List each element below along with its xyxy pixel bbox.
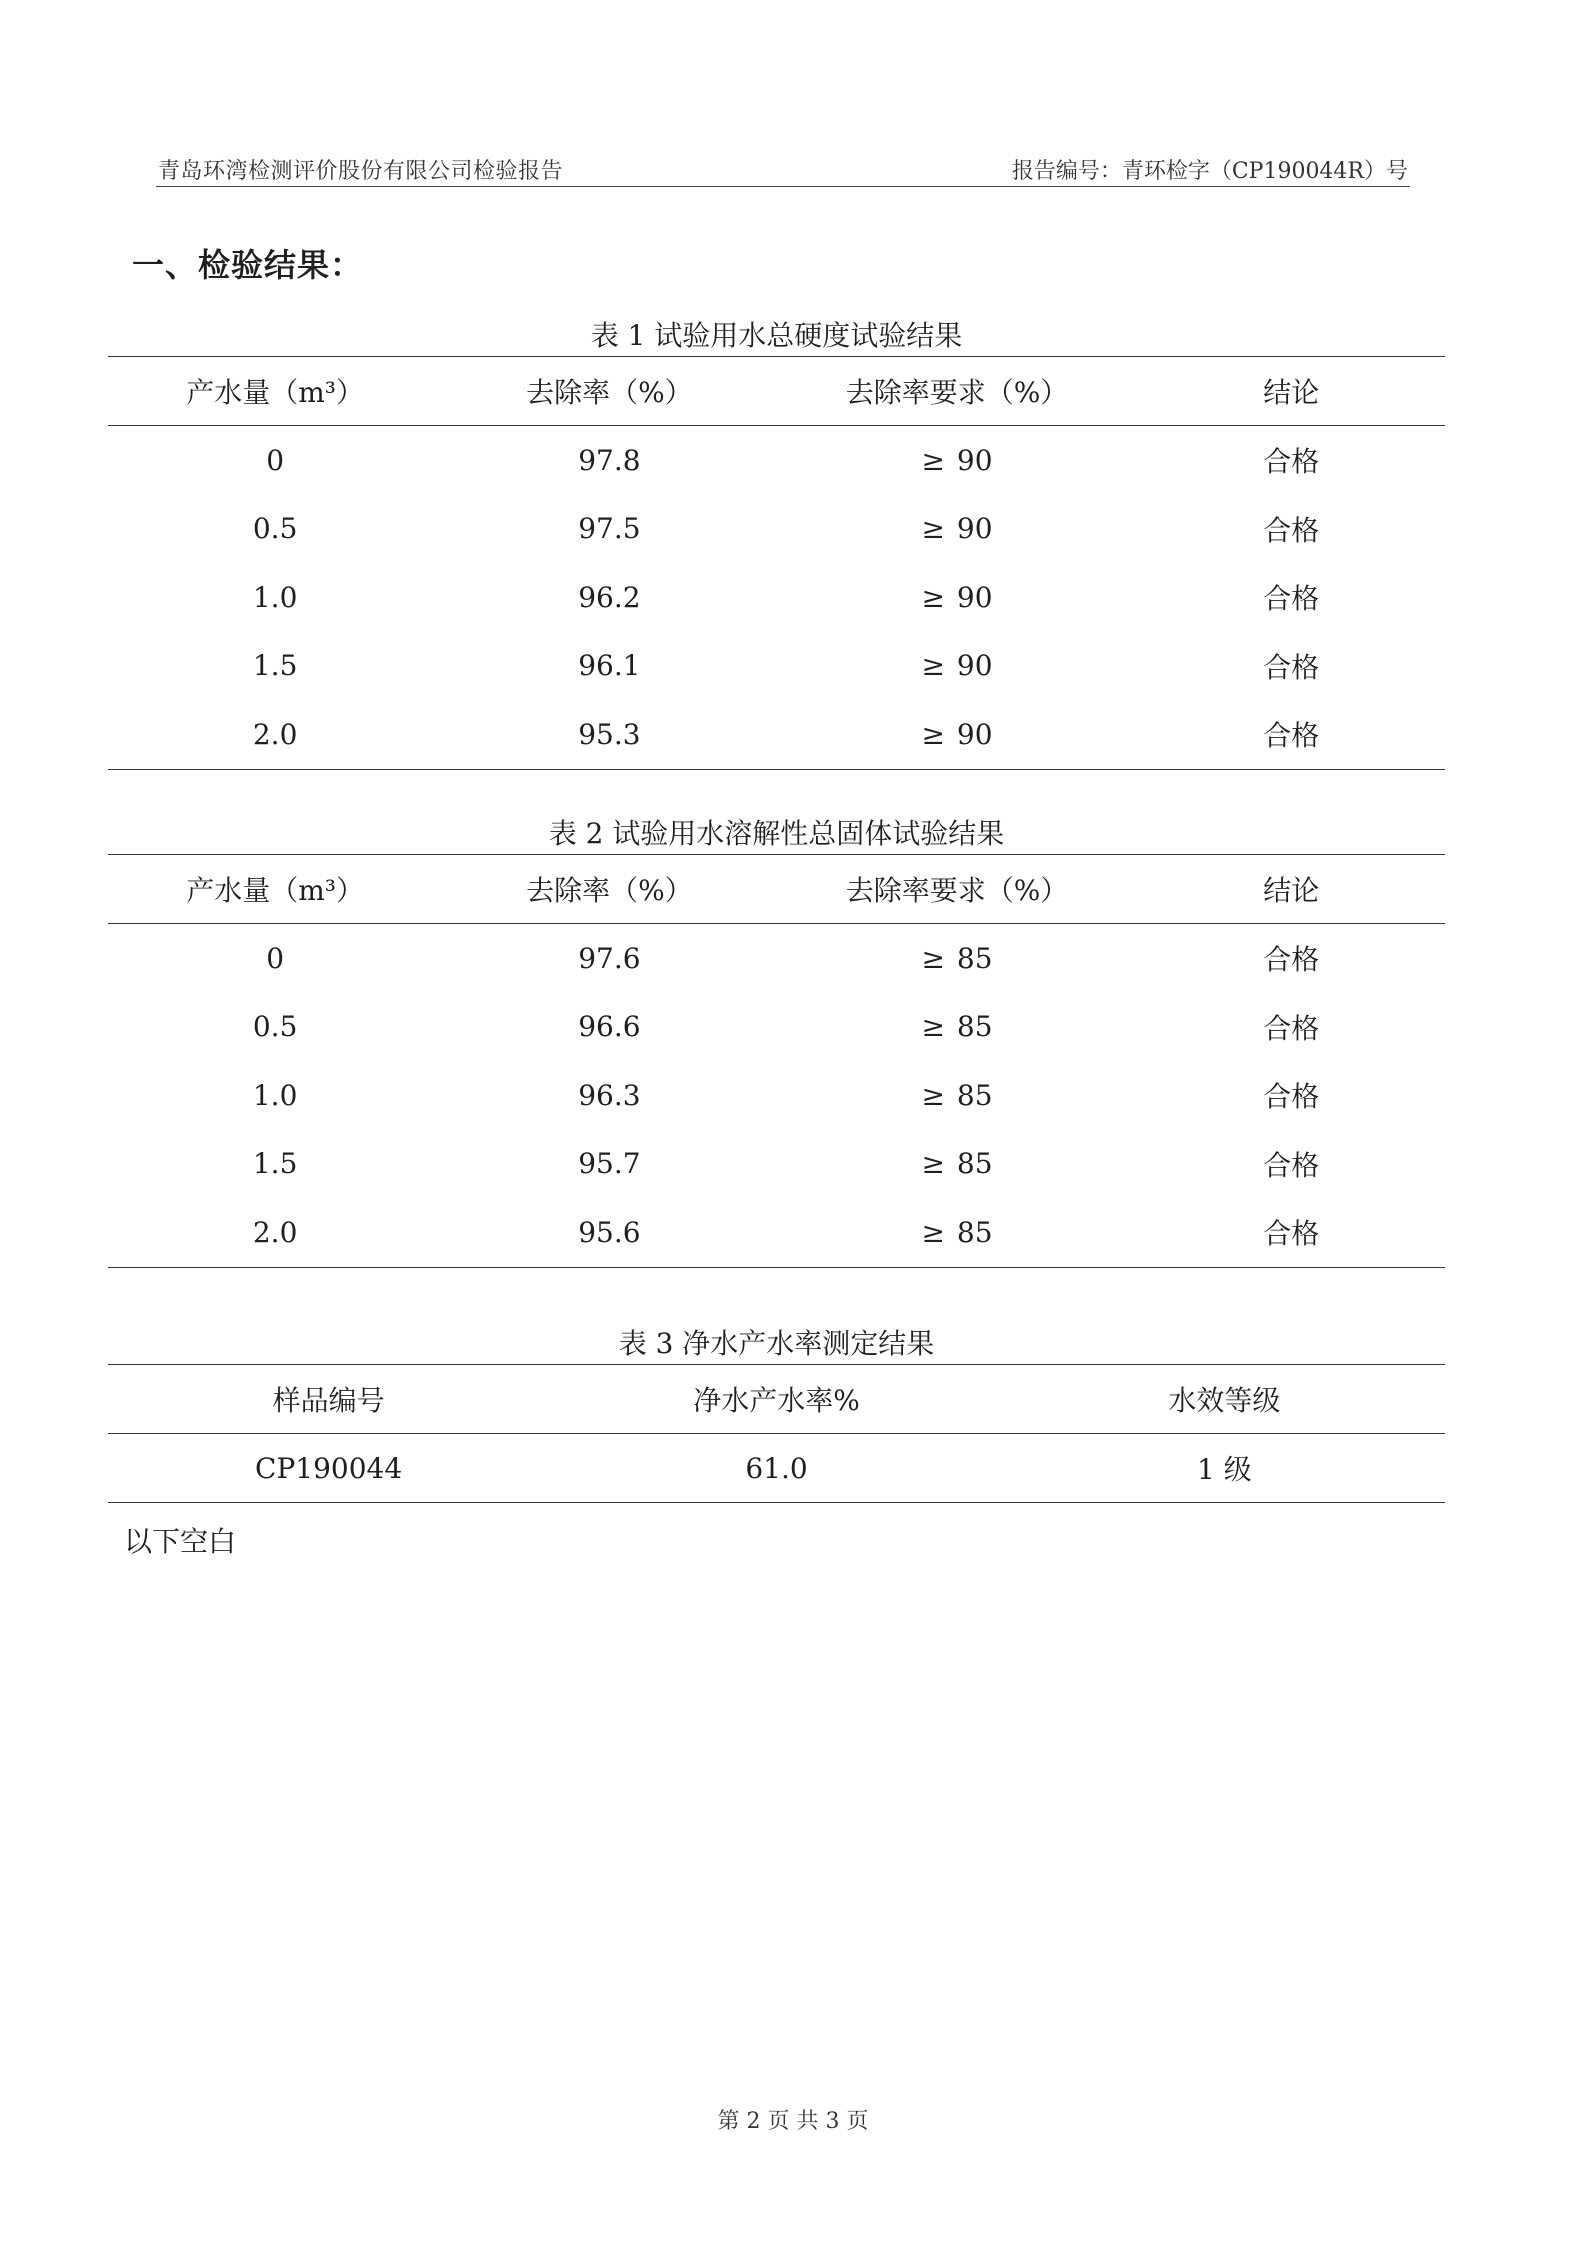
table-row [108,632,1445,701]
cell-water-output: 1.0 [252,1078,298,1112]
cell-requirement: ≥ 85 [921,941,993,975]
col-header: 去除率（%） [526,376,693,409]
cell-removal-rate: 96.3 [578,1078,641,1112]
col-header: 样品编号 [272,1384,385,1417]
cell-conclusion: 合格 [1263,943,1320,977]
cell-water-output: 1.0 [252,580,298,614]
table-row [108,1198,1445,1267]
cell-water-output: 0 [266,443,285,477]
cell-removal-rate: 95.3 [578,717,641,751]
header-report-number: 报告编号：青环检字（CP190044R）号 [1011,159,1408,184]
col-header: 产水量（m³） [186,874,365,907]
cell-requirement: ≥ 90 [921,512,993,546]
table-row [108,1061,1445,1130]
cell-conclusion: 合格 [1263,445,1320,479]
cell-water-yield: 61.0 [745,1451,808,1485]
col-header: 产水量（m³） [186,376,365,409]
cell-efficiency-grade: 1 级 [1197,1453,1252,1486]
table-header-row [108,855,1445,924]
table-3-caption: 表 3 净水产水率测定结果 [618,1327,935,1360]
cell-conclusion: 合格 [1263,719,1320,753]
cell-requirement: ≥ 85 [921,1078,993,1112]
page-header [156,148,1410,187]
table-2 [108,854,1445,1268]
cell-requirement: ≥ 85 [921,1010,993,1044]
cell-sample-id: CP190044 [255,1451,403,1485]
cell-conclusion: 合格 [1263,650,1320,684]
col-header: 结论 [1263,874,1320,907]
cell-removal-rate: 97.6 [578,941,641,975]
cell-requirement: ≥ 85 [921,1215,993,1249]
table-row [108,700,1445,769]
table-1 [108,356,1445,770]
cell-conclusion: 合格 [1263,1011,1320,1045]
page-footer: 第 2 页 共 3 页 [717,2109,869,2134]
table-row [108,1434,1445,1503]
cell-removal-rate: 97.5 [578,512,641,546]
cell-requirement: ≥ 90 [921,443,993,477]
cell-requirement: ≥ 90 [921,649,993,683]
cell-requirement: ≥ 85 [921,1147,993,1181]
cell-requirement: ≥ 90 [921,580,993,614]
cell-removal-rate: 95.7 [578,1147,641,1181]
table-row [108,924,1445,993]
table-row [108,563,1445,632]
cell-removal-rate: 97.8 [578,443,641,477]
table-header-row [108,1365,1445,1434]
table-1-block [108,316,1445,770]
table-row [108,426,1445,495]
table-2-block [108,814,1445,1268]
cell-water-output: 0.5 [252,1010,298,1044]
col-header: 水效等级 [1168,1384,1281,1417]
cell-water-output: 2.0 [252,717,298,751]
cell-water-output: 0 [266,941,285,975]
table-row [108,1130,1445,1199]
col-header: 去除率要求（%） [845,874,1069,907]
cell-water-output: 2.0 [252,1215,298,1249]
cell-water-output: 1.5 [252,649,298,683]
blank-note: 以下空白 [124,1525,237,1558]
table-row [108,993,1445,1062]
col-header: 结论 [1263,376,1320,409]
cell-removal-rate: 96.1 [578,649,641,683]
table-header-row [108,357,1445,426]
col-header: 净水产水率% [693,1384,860,1417]
cell-conclusion: 合格 [1263,1080,1320,1114]
cell-water-output: 0.5 [252,512,298,546]
table-1-caption: 表 1 试验用水总硬度试验结果 [590,319,963,352]
cell-conclusion: 合格 [1263,513,1320,547]
header-company: 青岛环湾检测评价股份有限公司检验报告 [158,159,564,184]
table-3 [108,1364,1445,1503]
cell-requirement: ≥ 90 [921,717,993,751]
table-3-block [108,1324,1445,1503]
table-row [108,495,1445,564]
col-header: 去除率要求（%） [845,376,1069,409]
table-2-caption: 表 2 试验用水溶解性总固体试验结果 [548,817,1005,850]
cell-removal-rate: 95.6 [578,1215,641,1249]
section-title: 一、检验结果： [132,246,364,284]
col-header: 去除率（%） [526,874,693,907]
cell-removal-rate: 96.6 [578,1010,641,1044]
cell-conclusion: 合格 [1263,582,1320,616]
cell-conclusion: 合格 [1263,1148,1320,1182]
cell-removal-rate: 96.2 [578,580,641,614]
cell-water-output: 1.5 [252,1147,298,1181]
cell-conclusion: 合格 [1263,1217,1320,1251]
